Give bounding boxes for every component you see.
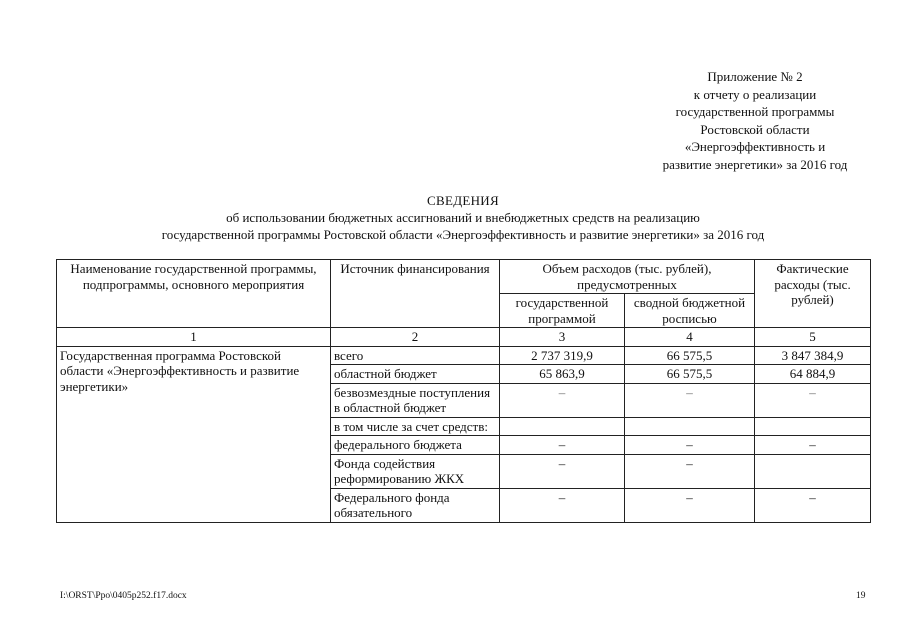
program-amount-cell xyxy=(500,417,625,436)
actual-amount-cell: – xyxy=(755,436,871,455)
program-amount-cell: – xyxy=(500,436,625,455)
appendix-line: к отчету о реализации xyxy=(693,86,817,102)
source-cell: федерального бюджета xyxy=(331,436,500,455)
actual-amount-cell: 3 847 384,9 xyxy=(755,346,871,365)
actual-amount-cell xyxy=(755,417,871,436)
budget-amount-cell: – xyxy=(625,488,755,522)
source-cell: всего xyxy=(331,346,500,365)
appendix-line: «Энергоэффективность и xyxy=(684,139,826,154)
header-volume: Объем расходов (тыс. рублей), предусмотренных xyxy=(500,260,755,294)
appendix-line: государственной программы xyxy=(675,104,835,119)
program-amount-cell: – xyxy=(500,454,625,488)
source-cell: в том числе за счет средств: xyxy=(331,417,500,436)
footer-file-path: I:\ORST\Ppo\0405p252.f17.docx xyxy=(60,591,187,601)
actual-amount-cell: – xyxy=(755,383,871,417)
source-cell: Федерального фонда обязательного xyxy=(331,488,500,522)
budget-amount-cell: – xyxy=(625,454,755,488)
budget-amount-cell xyxy=(625,417,755,436)
table-header-row xyxy=(57,260,871,294)
actual-amount-cell: 64 884,9 xyxy=(755,365,871,384)
budget-amount-cell: 66 575,5 xyxy=(625,346,755,365)
header-source: Источник финансирования xyxy=(331,260,500,328)
budget-amount-cell: – xyxy=(625,436,755,455)
program-amount-cell: – xyxy=(500,488,625,522)
column-number: 1 xyxy=(57,328,331,347)
column-number: 2 xyxy=(331,328,500,347)
source-cell: Фонда содействия реформированию ЖКХ xyxy=(331,454,500,488)
document-subtitle-line-2: государственной программы Ростовской области «Энергоэффективность и развитие энергетики» за 2016 год xyxy=(161,227,765,242)
appendix-line: Ростовской области xyxy=(700,121,810,137)
column-number-row xyxy=(57,328,871,347)
header-volume-budget: сводной бюджетной росписью xyxy=(625,294,755,328)
appendix-line: развитие энергетики» за 2016 год xyxy=(662,156,848,172)
header-actual: Фактические расходы (тыс. рублей) xyxy=(755,260,871,328)
program-amount-cell: – xyxy=(500,383,625,417)
budget-report-table xyxy=(56,259,871,523)
column-number: 5 xyxy=(755,328,871,347)
document-heading xyxy=(0,192,905,243)
header-name: Наименование государственной программы, подпрограммы, основного мероприятия xyxy=(57,260,331,328)
document-title: СВЕДЕНИЯ xyxy=(427,193,499,208)
column-number: 3 xyxy=(500,328,625,347)
program-amount-cell: 2 737 319,9 xyxy=(500,346,625,365)
budget-amount-cell: 66 575,5 xyxy=(625,365,755,384)
source-cell: безвозмездные поступления в областной бюджет xyxy=(331,383,500,417)
program-amount-cell: 65 863,9 xyxy=(500,365,625,384)
appendix-line: Приложение № 2 xyxy=(707,69,803,84)
budget-amount-cell: – xyxy=(625,383,755,417)
footer-page-number: 19 xyxy=(856,591,866,601)
column-number: 4 xyxy=(625,328,755,347)
actual-amount-cell: – xyxy=(755,488,871,522)
appendix-block xyxy=(600,68,905,173)
actual-amount-cell xyxy=(755,454,871,488)
program-name-cell: Государственная программа Ростовской области «Энергоэффективность и развитие энергетики» xyxy=(57,346,331,522)
header-volume-program: государственной программой xyxy=(500,294,625,328)
table-row xyxy=(57,346,871,365)
document-subtitle-line-1: об использовании бюджетных ассигнований и внебюджетных средств на реализацию xyxy=(226,210,700,225)
source-cell: областной бюджет xyxy=(331,365,500,384)
